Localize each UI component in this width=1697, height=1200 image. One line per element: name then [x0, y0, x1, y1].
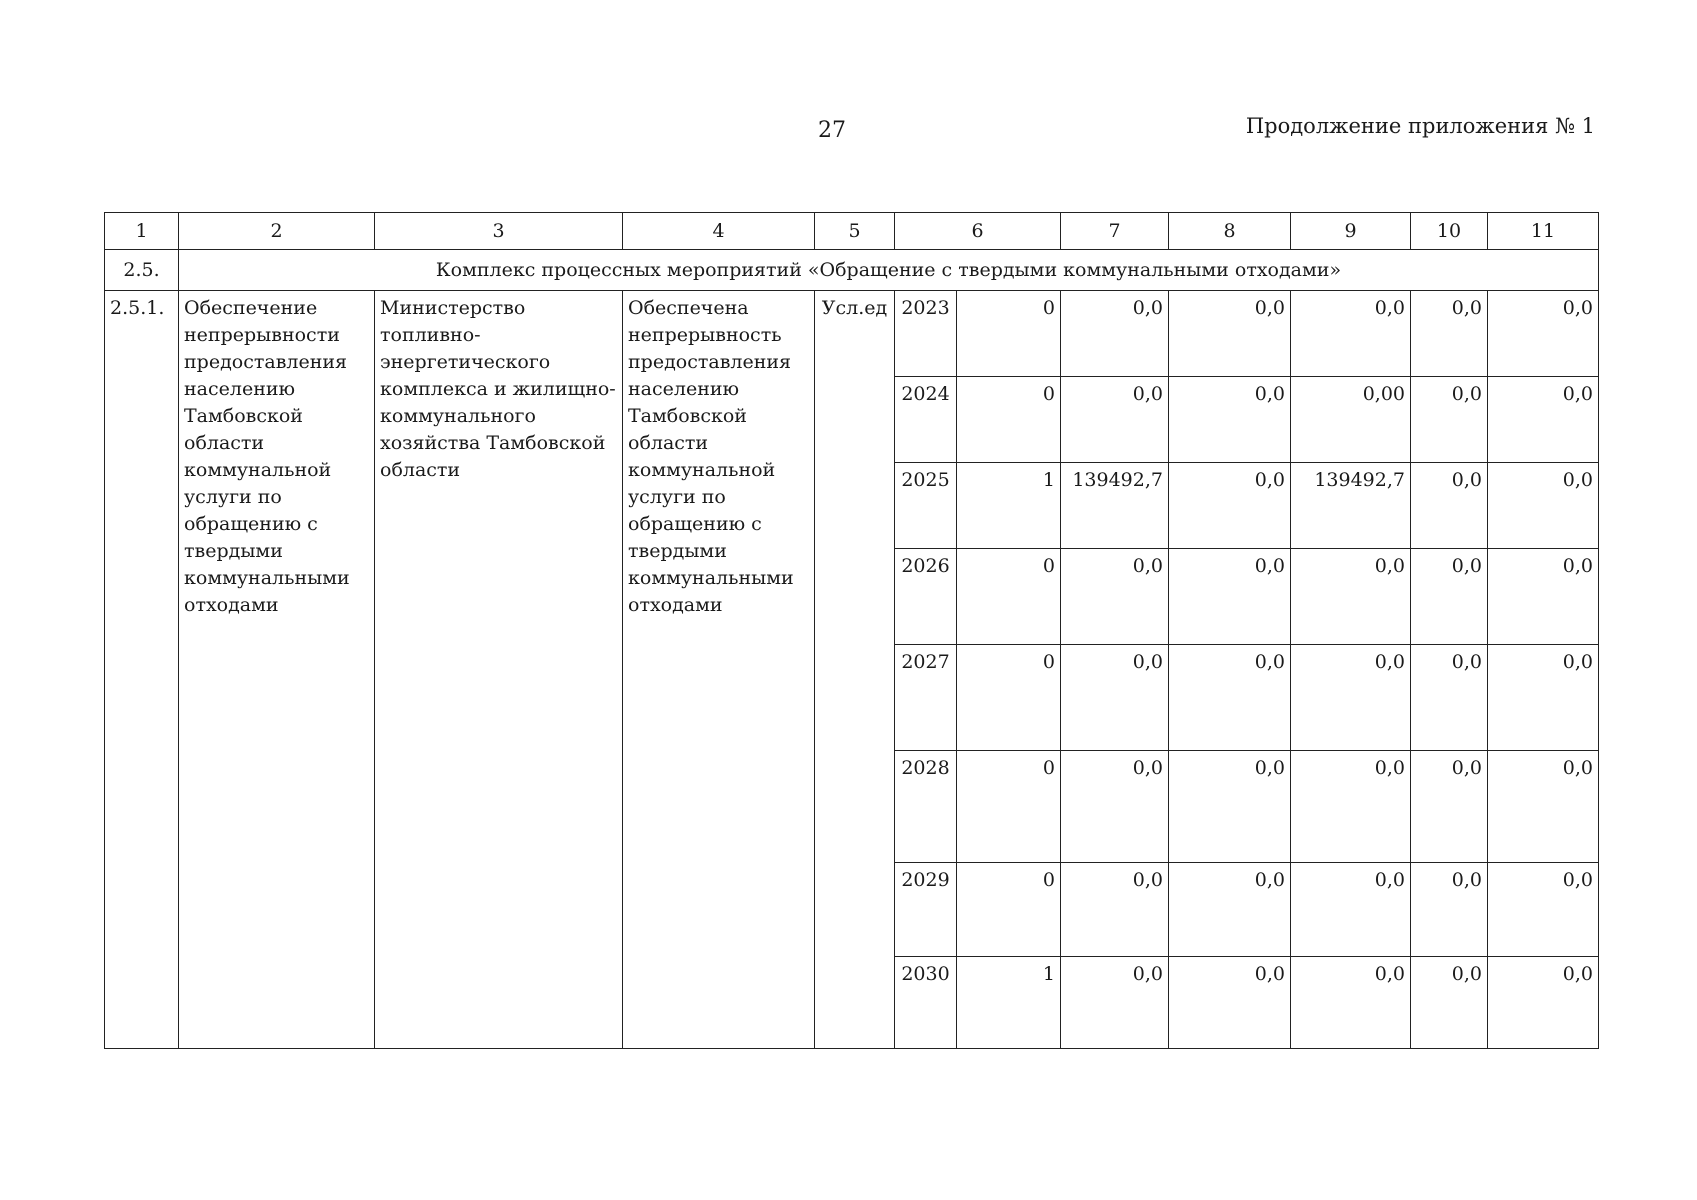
value-cell: 0	[957, 863, 1061, 957]
column-header: 5	[815, 213, 895, 250]
value-cell: 0,0	[1169, 645, 1291, 751]
value-cell: 0,0	[1169, 291, 1291, 377]
section-number: 2.5.	[105, 250, 179, 291]
value-cell: 0,0	[1488, 863, 1599, 957]
value-cell: 0,0	[1061, 645, 1169, 751]
value-cell: 0,0	[1411, 463, 1488, 549]
value-cell: 0,0	[1291, 291, 1411, 377]
column-header: 2	[179, 213, 375, 250]
value-cell: 0,0	[1169, 377, 1291, 463]
item-result: Обеспечена непрерывность предоставления населению Тамбовской области коммунальной услуги по обращению с твердыми коммунальными отходами	[623, 291, 815, 1049]
column-header: 11	[1488, 213, 1599, 250]
year-cell: 2027	[895, 645, 957, 751]
value-cell: 0,0	[1291, 751, 1411, 863]
value-cell: 139492,7	[1291, 463, 1411, 549]
column-header: 6	[895, 213, 1061, 250]
value-cell: 0	[957, 645, 1061, 751]
item-number: 2.5.1.	[105, 291, 179, 1049]
value-cell: 0,0	[1488, 549, 1599, 645]
value-cell: 0,0	[1169, 751, 1291, 863]
item-responsible: Министерство топливно-энергетического комплекса и жилищно-коммунального хозяйства Тамбовской области	[375, 291, 623, 1049]
value-cell: 0,0	[1488, 463, 1599, 549]
value-cell: 0,0	[1411, 645, 1488, 751]
value-cell: 0,0	[1061, 291, 1169, 377]
value-cell: 139492,7	[1061, 463, 1169, 549]
value-cell: 0,0	[1411, 751, 1488, 863]
value-cell: 0,0	[1411, 957, 1488, 1049]
table-row	[105, 291, 1599, 377]
value-cell: 0,0	[1061, 957, 1169, 1049]
item-unit: Усл.ед	[815, 291, 895, 1049]
value-cell: 1	[957, 957, 1061, 1049]
column-number-row	[105, 213, 1599, 250]
value-cell: 0,0	[1488, 377, 1599, 463]
value-cell: 1	[957, 463, 1061, 549]
section-row	[105, 250, 1599, 291]
value-cell: 0,0	[1488, 957, 1599, 1049]
value-cell: 0,0	[1411, 291, 1488, 377]
value-cell: 0,0	[1061, 751, 1169, 863]
value-cell: 0,0	[1291, 863, 1411, 957]
value-cell: 0	[957, 291, 1061, 377]
value-cell: 0,00	[1291, 377, 1411, 463]
column-header: 10	[1411, 213, 1488, 250]
column-header: 3	[375, 213, 623, 250]
column-header: 4	[623, 213, 815, 250]
value-cell: 0,0	[1411, 377, 1488, 463]
value-cell: 0,0	[1061, 863, 1169, 957]
value-cell: 0,0	[1291, 645, 1411, 751]
year-cell: 2026	[895, 549, 957, 645]
value-cell: 0,0	[1411, 549, 1488, 645]
value-cell: 0,0	[1061, 377, 1169, 463]
column-header: 9	[1291, 213, 1411, 250]
year-cell: 2025	[895, 463, 957, 549]
value-cell: 0,0	[1169, 863, 1291, 957]
value-cell: 0,0	[1061, 549, 1169, 645]
appendix-continuation-label: Продолжение приложения № 1	[1245, 114, 1595, 138]
column-header: 8	[1169, 213, 1291, 250]
value-cell: 0,0	[1488, 291, 1599, 377]
value-cell: 0,0	[1169, 549, 1291, 645]
value-cell: 0	[957, 377, 1061, 463]
data-table	[104, 212, 1599, 1049]
year-cell: 2024	[895, 377, 957, 463]
page-number: 27	[818, 118, 846, 143]
column-header: 7	[1061, 213, 1169, 250]
item-name: Обеспечение непрерывности предоставления населению Тамбовской области коммунальной услуги по обращению с твердыми коммунальными отходами	[179, 291, 375, 1049]
value-cell: 0,0	[1291, 957, 1411, 1049]
section-title: Комплекс процессных мероприятий «Обращение с твердыми коммунальными отходами»	[179, 250, 1599, 291]
value-cell: 0	[957, 751, 1061, 863]
year-cell: 2023	[895, 291, 957, 377]
value-cell: 0,0	[1488, 645, 1599, 751]
value-cell: 0	[957, 549, 1061, 645]
year-cell: 2030	[895, 957, 957, 1049]
value-cell: 0,0	[1488, 751, 1599, 863]
year-cell: 2028	[895, 751, 957, 863]
value-cell: 0,0	[1169, 957, 1291, 1049]
column-header: 1	[105, 213, 179, 250]
year-cell: 2029	[895, 863, 957, 957]
value-cell: 0,0	[1169, 463, 1291, 549]
value-cell: 0,0	[1291, 549, 1411, 645]
value-cell: 0,0	[1411, 863, 1488, 957]
